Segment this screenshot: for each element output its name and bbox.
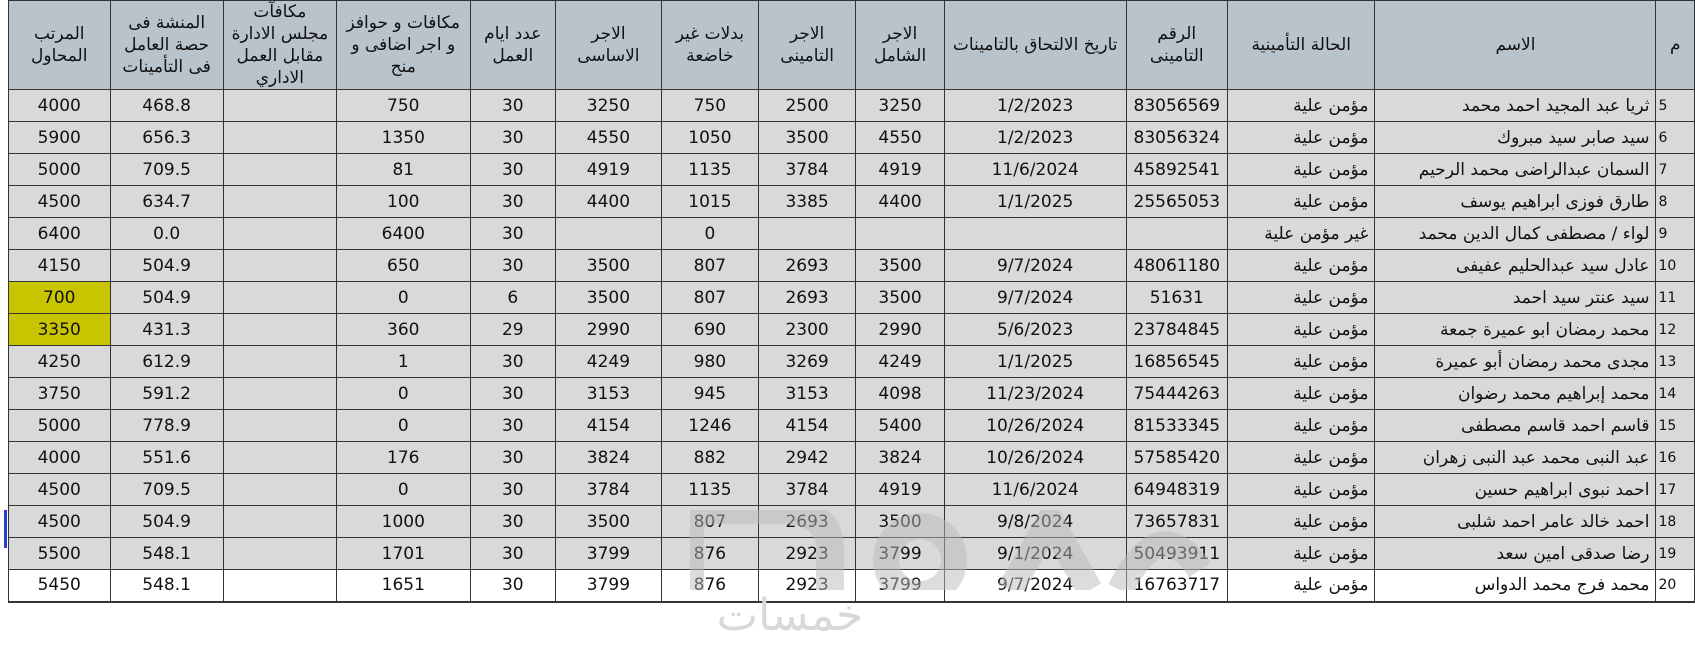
cell-basic-wage[interactable]: 3500 xyxy=(556,250,662,282)
cell-rownum[interactable]: 11 xyxy=(1656,282,1695,314)
cell-salary[interactable]: 4150 xyxy=(9,250,111,282)
cell-basic-wage[interactable]: 3799 xyxy=(556,538,662,570)
cell-bonuses[interactable]: 1651 xyxy=(337,570,471,602)
cell-insurance-wage[interactable]: 2942 xyxy=(759,442,856,474)
cell-total-wage[interactable]: 3824 xyxy=(856,442,945,474)
cell-employer-share[interactable]: 656.3 xyxy=(110,122,223,154)
cell-non-subject[interactable]: 1135 xyxy=(661,154,758,186)
cell-non-subject[interactable]: 807 xyxy=(661,282,758,314)
cell-days[interactable]: 30 xyxy=(470,506,555,538)
cell-bonuses[interactable]: 0 xyxy=(337,410,471,442)
cell-enroll-date[interactable]: 9/7/2024 xyxy=(944,250,1126,282)
cell-status[interactable]: مؤمن علية xyxy=(1228,250,1375,282)
table-row xyxy=(9,154,1695,186)
cell-non-subject[interactable]: 750 xyxy=(661,90,758,122)
col-header-rownum[interactable]: م xyxy=(1656,1,1695,90)
cell-bonuses[interactable]: 100 xyxy=(337,186,471,218)
cell-enroll-date[interactable]: 1/1/2025 xyxy=(944,186,1126,218)
cell-board-bonus[interactable] xyxy=(223,90,336,122)
table-row xyxy=(9,250,1695,282)
cell-rownum[interactable]: 9 xyxy=(1656,218,1695,250)
cell-enroll-date[interactable] xyxy=(944,218,1126,250)
cell-salary[interactable]: 3750 xyxy=(9,378,111,410)
cell-employer-share[interactable]: 709.5 xyxy=(110,474,223,506)
cell-status[interactable]: مؤمن علية xyxy=(1228,122,1375,154)
cell-enroll-date[interactable]: 11/6/2024 xyxy=(944,154,1126,186)
cell-days[interactable]: 30 xyxy=(470,186,555,218)
cell-rownum[interactable]: 17 xyxy=(1656,474,1695,506)
cell-days[interactable]: 30 xyxy=(470,378,555,410)
cell-salary[interactable]: 5000 xyxy=(9,154,111,186)
cell-employer-share[interactable]: 468.8 xyxy=(110,90,223,122)
cell-non-subject[interactable]: 945 xyxy=(661,378,758,410)
cell-salary[interactable]: 5900 xyxy=(9,122,111,154)
cell-insurance-wage[interactable]: 2693 xyxy=(759,250,856,282)
cell-rownum[interactable]: 15 xyxy=(1656,410,1695,442)
cell-total-wage[interactable]: 3250 xyxy=(856,90,945,122)
cell-name[interactable]: احمد خالد عامر احمد شلبى xyxy=(1375,506,1656,538)
cell-basic-wage[interactable]: 3824 xyxy=(556,442,662,474)
cell-name[interactable]: عبد النبى محمد عبد النبى زهران xyxy=(1375,442,1656,474)
col-header-board-bonus[interactable]: مكافآت مجلس الادارة مقابل العمل الاداري xyxy=(223,1,336,90)
cell-enroll-date[interactable]: 1/1/2025 xyxy=(944,346,1126,378)
cell-bonuses[interactable]: 1701 xyxy=(337,538,471,570)
cell-name[interactable]: ثريا عبد المجيد احمد محمد xyxy=(1375,90,1656,122)
cell-basic-wage[interactable] xyxy=(556,218,662,250)
table-row xyxy=(9,282,1695,314)
cell-rownum[interactable]: 8 xyxy=(1656,186,1695,218)
cell-board-bonus[interactable] xyxy=(223,538,336,570)
cell-status[interactable]: مؤمن علية xyxy=(1228,474,1375,506)
cell-non-subject[interactable]: 690 xyxy=(661,314,758,346)
cell-board-bonus[interactable] xyxy=(223,218,336,250)
active-row-marker xyxy=(4,510,7,548)
cell-board-bonus[interactable] xyxy=(223,282,336,314)
cell-name[interactable]: رضا صدقى امين سعد xyxy=(1375,538,1656,570)
cell-days[interactable]: 30 xyxy=(470,218,555,250)
cell-board-bonus[interactable] xyxy=(223,186,336,218)
cell-salary[interactable]: 5000 xyxy=(9,410,111,442)
cell-insurance-wage[interactable]: 2923 xyxy=(759,538,856,570)
cell-days[interactable]: 30 xyxy=(470,346,555,378)
table-row xyxy=(9,506,1695,538)
cell-total-wage[interactable]: 3799 xyxy=(856,538,945,570)
cell-days[interactable]: 6 xyxy=(470,282,555,314)
cell-total-wage[interactable]: 4098 xyxy=(856,378,945,410)
cell-salary[interactable]: 4500 xyxy=(9,506,111,538)
cell-days[interactable]: 29 xyxy=(470,314,555,346)
cell-status[interactable]: مؤمن علية xyxy=(1228,154,1375,186)
cell-name[interactable]: محمد فرج محمد الدواس xyxy=(1375,570,1656,602)
cell-total-wage[interactable]: 2990 xyxy=(856,314,945,346)
cell-days[interactable]: 30 xyxy=(470,410,555,442)
cell-employer-share[interactable]: 778.9 xyxy=(110,410,223,442)
cell-non-subject[interactable]: 1246 xyxy=(661,410,758,442)
cell-insurance-wage[interactable]: 3500 xyxy=(759,122,856,154)
cell-total-wage[interactable]: 3500 xyxy=(856,506,945,538)
cell-employer-share[interactable]: 548.1 xyxy=(110,570,223,602)
cell-enroll-date[interactable]: 1/2/2023 xyxy=(944,122,1126,154)
watermark-text: خمسات xyxy=(716,590,864,641)
cell-employer-share[interactable]: 591.2 xyxy=(110,378,223,410)
cell-days[interactable]: 30 xyxy=(470,154,555,186)
cell-non-subject[interactable]: 1050 xyxy=(661,122,758,154)
cell-employer-share[interactable]: 612.9 xyxy=(110,346,223,378)
cell-name[interactable]: محمد رمضان ابو عميرة جمعة xyxy=(1375,314,1656,346)
cell-total-wage[interactable]: 3799 xyxy=(856,570,945,602)
cell-rownum[interactable]: 10 xyxy=(1656,250,1695,282)
cell-enroll-date[interactable]: 9/1/2024 xyxy=(944,538,1126,570)
cell-board-bonus[interactable] xyxy=(223,410,336,442)
cell-employer-share[interactable]: 504.9 xyxy=(110,282,223,314)
cell-board-bonus[interactable] xyxy=(223,250,336,282)
cell-days[interactable]: 30 xyxy=(470,250,555,282)
cell-board-bonus[interactable] xyxy=(223,570,336,602)
cell-total-wage[interactable]: 4919 xyxy=(856,474,945,506)
cell-bonuses[interactable]: 1000 xyxy=(337,506,471,538)
cell-bonuses[interactable]: 750 xyxy=(337,90,471,122)
col-header-enroll-date[interactable]: تاريخ الالتحاق بالتامينات xyxy=(944,1,1126,90)
cell-enroll-date[interactable]: 11/23/2024 xyxy=(944,378,1126,410)
cell-salary[interactable]: 5500 xyxy=(9,538,111,570)
cell-name[interactable]: لواء / مصطفى كمال الدين محمد xyxy=(1375,218,1656,250)
cell-insurance-wage[interactable]: 2923 xyxy=(759,570,856,602)
cell-salary[interactable]: 4250 xyxy=(9,346,111,378)
cell-enroll-date[interactable]: 11/6/2024 xyxy=(944,474,1126,506)
cell-insurance-no[interactable] xyxy=(1126,218,1228,250)
cell-board-bonus[interactable] xyxy=(223,346,336,378)
cell-rownum[interactable]: 14 xyxy=(1656,378,1695,410)
col-header-non-subject[interactable]: بدلات غير خاضعة xyxy=(661,1,758,90)
cell-non-subject[interactable]: 807 xyxy=(661,250,758,282)
cell-insurance-wage[interactable]: 2693 xyxy=(759,506,856,538)
cell-total-wage[interactable]: 4550 xyxy=(856,122,945,154)
cell-status[interactable]: مؤمن علية xyxy=(1228,282,1375,314)
cell-non-subject[interactable]: 980 xyxy=(661,346,758,378)
cell-days[interactable]: 30 xyxy=(470,122,555,154)
cell-name[interactable]: سيد عنتر سيد احمد xyxy=(1375,282,1656,314)
cell-status[interactable]: مؤمن علية xyxy=(1228,538,1375,570)
cell-insurance-no[interactable]: 50493911 xyxy=(1126,538,1228,570)
cell-board-bonus[interactable] xyxy=(223,154,336,186)
cell-rownum[interactable]: 12 xyxy=(1656,314,1695,346)
cell-name[interactable]: قاسم احمد قاسم مصطفى xyxy=(1375,410,1656,442)
cell-total-wage[interactable]: 4919 xyxy=(856,154,945,186)
cell-name[interactable]: مجدى محمد رمضان أبو عميرة xyxy=(1375,346,1656,378)
cell-name[interactable]: طارق فوزى ابراهيم يوسف xyxy=(1375,186,1656,218)
cell-status[interactable]: غير مؤمن علية xyxy=(1228,218,1375,250)
cell-insurance-wage[interactable]: 2500 xyxy=(759,90,856,122)
cell-total-wage[interactable] xyxy=(856,218,945,250)
cell-insurance-no[interactable]: 81533345 xyxy=(1126,410,1228,442)
cell-days[interactable]: 30 xyxy=(470,474,555,506)
cell-bonuses[interactable]: 0 xyxy=(337,378,471,410)
cell-status[interactable]: مؤمن علية xyxy=(1228,346,1375,378)
col-header-salary[interactable]: المرتب المحاول xyxy=(9,1,111,90)
col-header-total-wage[interactable]: الاجر الشامل xyxy=(856,1,945,90)
cell-basic-wage[interactable]: 4249 xyxy=(556,346,662,378)
cell-enroll-date[interactable]: 9/7/2024 xyxy=(944,282,1126,314)
cell-basic-wage[interactable]: 3153 xyxy=(556,378,662,410)
table-row xyxy=(9,378,1695,410)
header-row xyxy=(9,1,1695,90)
cell-enroll-date[interactable]: 9/8/2024 xyxy=(944,506,1126,538)
table-row xyxy=(9,474,1695,506)
table-row xyxy=(9,538,1695,570)
col-header-status[interactable]: الحالة التأمينية xyxy=(1228,1,1375,90)
cell-enroll-date[interactable]: 10/26/2024 xyxy=(944,410,1126,442)
cell-board-bonus[interactable] xyxy=(223,474,336,506)
cell-insurance-wage[interactable]: 3385 xyxy=(759,186,856,218)
col-header-bonuses[interactable]: مكافات و حوافز و اجر اضافى و منح xyxy=(337,1,471,90)
cell-insurance-wage[interactable]: 2693 xyxy=(759,282,856,314)
cell-non-subject[interactable]: 876 xyxy=(661,538,758,570)
col-header-employer-share[interactable]: المنشة فى حصة العامل فى التأمينات xyxy=(110,1,223,90)
cell-employer-share[interactable]: 504.9 xyxy=(110,506,223,538)
cell-bonuses[interactable]: 0 xyxy=(337,474,471,506)
cell-board-bonus[interactable] xyxy=(223,314,336,346)
table-row xyxy=(9,186,1695,218)
cell-enroll-date[interactable]: 5/6/2023 xyxy=(944,314,1126,346)
cell-enroll-date[interactable]: 10/26/2024 xyxy=(944,442,1126,474)
cell-basic-wage[interactable]: 3500 xyxy=(556,282,662,314)
cell-rownum[interactable]: 16 xyxy=(1656,442,1695,474)
cell-employer-share[interactable]: 634.7 xyxy=(110,186,223,218)
cell-status[interactable]: مؤمن علية xyxy=(1228,570,1375,602)
cell-days[interactable]: 30 xyxy=(470,442,555,474)
cell-salary[interactable]: 4000 xyxy=(9,442,111,474)
cell-name[interactable]: سيد صابر سيد مبروك xyxy=(1375,122,1656,154)
cell-basic-wage[interactable]: 4550 xyxy=(556,122,662,154)
cell-enroll-date[interactable]: 9/7/2024 xyxy=(944,570,1126,602)
cell-rownum[interactable]: 5 xyxy=(1656,90,1695,122)
cell-non-subject[interactable]: 876 xyxy=(661,570,758,602)
cell-salary[interactable]: 6400 xyxy=(9,218,111,250)
cell-name[interactable]: محمد إبراهيم محمد رضوان xyxy=(1375,378,1656,410)
col-header-insurance-wage[interactable]: الاجر التامينى xyxy=(759,1,856,90)
cell-status[interactable]: مؤمن علية xyxy=(1228,378,1375,410)
cell-employer-share[interactable]: 431.3 xyxy=(110,314,223,346)
cell-insurance-no[interactable]: 48061180 xyxy=(1126,250,1228,282)
table-body xyxy=(9,90,1695,602)
cell-basic-wage[interactable]: 3799 xyxy=(556,570,662,602)
cell-rownum[interactable]: 20 xyxy=(1656,570,1695,602)
cell-employer-share[interactable]: 551.6 xyxy=(110,442,223,474)
cell-status[interactable]: مؤمن علية xyxy=(1228,90,1375,122)
cell-days[interactable]: 30 xyxy=(470,538,555,570)
cell-non-subject[interactable]: 807 xyxy=(661,506,758,538)
table-row xyxy=(9,410,1695,442)
cell-board-bonus[interactable] xyxy=(223,506,336,538)
table-row xyxy=(9,90,1695,122)
cell-insurance-no[interactable]: 73657831 xyxy=(1126,506,1228,538)
cell-rownum[interactable]: 7 xyxy=(1656,154,1695,186)
cell-basic-wage[interactable]: 3784 xyxy=(556,474,662,506)
cell-rownum[interactable]: 13 xyxy=(1656,346,1695,378)
spreadsheet-table xyxy=(8,0,1695,603)
cell-insurance-no[interactable]: 16856545 xyxy=(1126,346,1228,378)
cell-status[interactable]: مؤمن علية xyxy=(1228,314,1375,346)
cell-rownum[interactable]: 19 xyxy=(1656,538,1695,570)
cell-total-wage[interactable]: 3500 xyxy=(856,250,945,282)
cell-basic-wage[interactable]: 3250 xyxy=(556,90,662,122)
cell-basic-wage[interactable]: 4919 xyxy=(556,154,662,186)
cell-insurance-no[interactable]: 83056324 xyxy=(1126,122,1228,154)
cell-salary[interactable]: 4500 xyxy=(9,186,111,218)
cell-name[interactable]: السمان عبدالراضى محمد الرحيم xyxy=(1375,154,1656,186)
cell-bonuses[interactable]: 360 xyxy=(337,314,471,346)
cell-insurance-no[interactable]: 45892541 xyxy=(1126,154,1228,186)
cell-insurance-wage[interactable]: 2300 xyxy=(759,314,856,346)
cell-insurance-wage[interactable]: 3269 xyxy=(759,346,856,378)
cell-rownum[interactable]: 18 xyxy=(1656,506,1695,538)
table-row xyxy=(9,218,1695,250)
cell-insurance-wage[interactable] xyxy=(759,218,856,250)
cell-insurance-wage[interactable]: 4154 xyxy=(759,410,856,442)
cell-name[interactable]: احمد نبوى ابراهيم حسين xyxy=(1375,474,1656,506)
cell-total-wage[interactable]: 4249 xyxy=(856,346,945,378)
cell-employer-share[interactable]: 0.0 xyxy=(110,218,223,250)
cell-non-subject[interactable]: 1015 xyxy=(661,186,758,218)
cell-basic-wage[interactable]: 3500 xyxy=(556,506,662,538)
cell-insurance-no[interactable]: 64948319 xyxy=(1126,474,1228,506)
cell-insurance-no[interactable]: 83056569 xyxy=(1126,90,1228,122)
cell-insurance-no[interactable]: 75444263 xyxy=(1126,378,1228,410)
cell-status[interactable]: مؤمن علية xyxy=(1228,186,1375,218)
cell-bonuses[interactable]: 0 xyxy=(337,282,471,314)
cell-total-wage[interactable]: 3500 xyxy=(856,282,945,314)
cell-basic-wage[interactable]: 4400 xyxy=(556,186,662,218)
cell-basic-wage[interactable]: 2990 xyxy=(556,314,662,346)
cell-status[interactable]: مؤمن علية xyxy=(1228,442,1375,474)
col-header-insurance-no[interactable]: الرقم التامينى xyxy=(1126,1,1228,90)
col-header-name[interactable]: الاسم xyxy=(1375,1,1656,90)
cell-board-bonus[interactable] xyxy=(223,122,336,154)
cell-salary[interactable]: 4500 xyxy=(9,474,111,506)
cell-salary[interactable]: 700 xyxy=(9,282,111,314)
col-header-days[interactable]: عدد ايام العمل xyxy=(470,1,555,90)
table-row xyxy=(9,314,1695,346)
cell-insurance-wage[interactable]: 3784 xyxy=(759,474,856,506)
cell-non-subject[interactable]: 882 xyxy=(661,442,758,474)
cell-rownum[interactable]: 6 xyxy=(1656,122,1695,154)
cell-non-subject[interactable]: 0 xyxy=(661,218,758,250)
cell-salary[interactable]: 4000 xyxy=(9,90,111,122)
cell-bonuses[interactable]: 6400 xyxy=(337,218,471,250)
cell-status[interactable]: مؤمن علية xyxy=(1228,410,1375,442)
cell-status[interactable]: مؤمن علية xyxy=(1228,506,1375,538)
cell-insurance-wage[interactable]: 3784 xyxy=(759,154,856,186)
cell-board-bonus[interactable] xyxy=(223,442,336,474)
cell-basic-wage[interactable]: 4154 xyxy=(556,410,662,442)
col-header-basic-wage[interactable]: الاجر الاساسى xyxy=(556,1,662,90)
cell-bonuses[interactable]: 1 xyxy=(337,346,471,378)
cell-bonuses[interactable]: 81 xyxy=(337,154,471,186)
cell-days[interactable]: 30 xyxy=(470,90,555,122)
table-row xyxy=(9,346,1695,378)
cell-insurance-no[interactable]: 23784845 xyxy=(1126,314,1228,346)
cell-salary[interactable]: 5450 xyxy=(9,570,111,602)
table-row xyxy=(9,122,1695,154)
cell-insurance-wage[interactable]: 3153 xyxy=(759,378,856,410)
cell-insurance-no[interactable]: 51631 xyxy=(1126,282,1228,314)
cell-total-wage[interactable]: 5400 xyxy=(856,410,945,442)
cell-total-wage[interactable]: 4400 xyxy=(856,186,945,218)
cell-bonuses[interactable]: 176 xyxy=(337,442,471,474)
cell-enroll-date[interactable]: 1/2/2023 xyxy=(944,90,1126,122)
cell-bonuses[interactable]: 650 xyxy=(337,250,471,282)
cell-employer-share[interactable]: 548.1 xyxy=(110,538,223,570)
cell-employer-share[interactable]: 709.5 xyxy=(110,154,223,186)
cell-non-subject[interactable]: 1135 xyxy=(661,474,758,506)
table-row xyxy=(9,570,1695,602)
cell-insurance-no[interactable]: 57585420 xyxy=(1126,442,1228,474)
cell-board-bonus[interactable] xyxy=(223,378,336,410)
cell-bonuses[interactable]: 1350 xyxy=(337,122,471,154)
cell-employer-share[interactable]: 504.9 xyxy=(110,250,223,282)
cell-insurance-no[interactable]: 16763717 xyxy=(1126,570,1228,602)
cell-insurance-no[interactable]: 25565053 xyxy=(1126,186,1228,218)
cell-days[interactable]: 30 xyxy=(470,570,555,602)
table-row xyxy=(9,442,1695,474)
cell-name[interactable]: عادل سيد عبدالحليم عفيفى xyxy=(1375,250,1656,282)
cell-salary[interactable]: 3350 xyxy=(9,314,111,346)
